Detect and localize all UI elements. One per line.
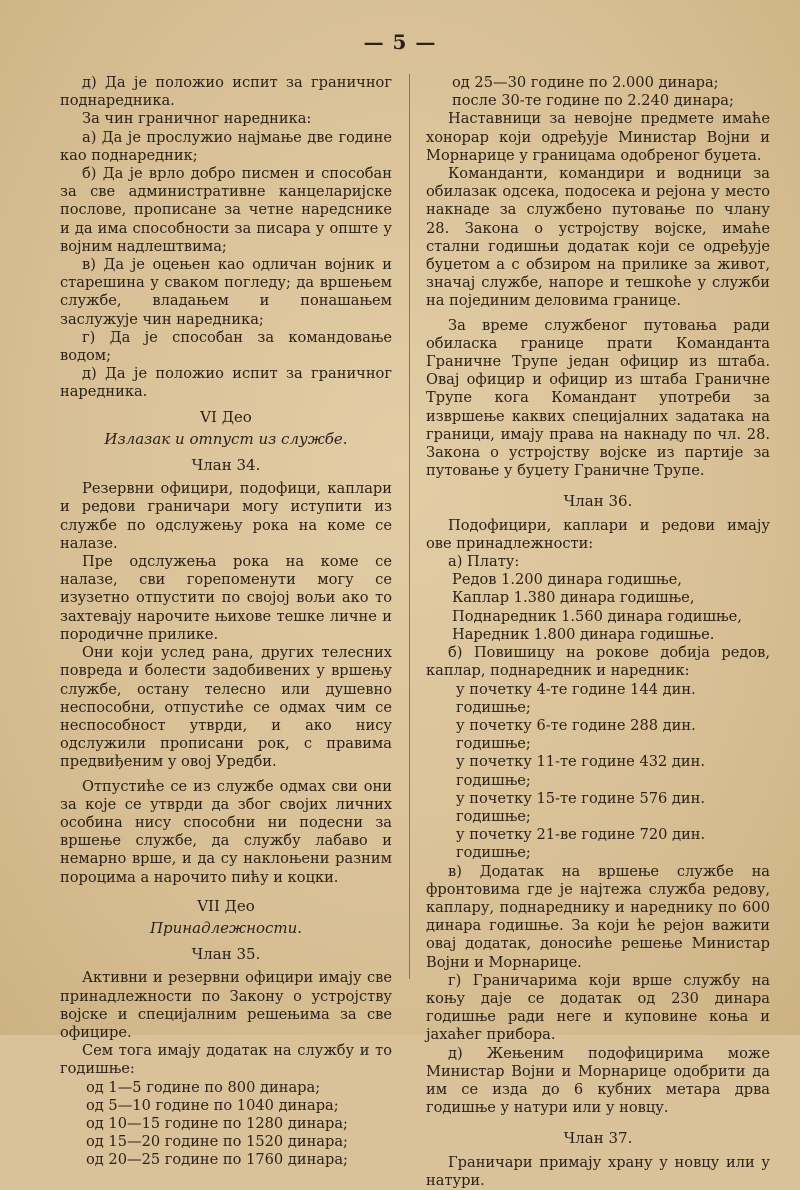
list-item: у почетку 21-ве године 720 дин. годишње;	[456, 826, 706, 862]
list-item: од 5—10 године по 1040 динара;	[86, 1096, 339, 1114]
list-item: од 10—15 године по 1280 динара;	[86, 1114, 348, 1132]
paragraph: а) Да је прослужио најмање две године као поднаредник;	[60, 128, 392, 164]
paragraph: Команданти, командири и водници за обилазак одсека, подосека и рејона у место накнаде за службено путовање по члану 28. Закона о устројству војске, имаће стални годишњи додатак који се одређује буџетом а с обзиром на прилике за живот, значај службе, напоре и тешкоће у служби на појединим деловима границе.	[426, 165, 770, 310]
list-item: од 15—20 године по 1520 динара;	[86, 1133, 348, 1151]
list-item: Каплар 1.380 динара годишње,	[452, 589, 695, 607]
paragraph: Граничари примају храну у новцу или у натури.	[426, 1153, 770, 1189]
section-subtitle: Излазак и отпуст из службе.	[104, 429, 348, 448]
paragraph: Подофицири, каплари и редови имају ове принадлежности:	[426, 516, 770, 552]
list-item: у почетку 6-те године 288 дин. годишње;	[456, 716, 696, 753]
article-heading: Члан 37.	[563, 1129, 633, 1148]
paragraph: в) Да је оцењен као одличан војник и старешина у сваком погледу; да вршењем службе, владањем и понашањем заслужује чин наредника;	[60, 256, 392, 328]
list-item: Наредник 1.800 динара годишње.	[452, 625, 715, 643]
paragraph: За време службеног путовања ради обиласка границе прати Команданта Граничне Трупе један официр из штаба. Овај официр и официр из штаба Граничне Трупе кога Командант употреби за извршење каквих специјалних задатака на граници, имају права на накнаду по чл. 28. Закона о устројству војске из партије за путовање у буџету Граничне Трупе.	[426, 316, 770, 480]
list-item: од 25—30 године по 2.000 динара;	[452, 74, 719, 91]
left-column	[60, 74, 392, 1170]
paragraph: д) Жењеним подофицирима може Министар Војни и Морнарице одобрити да им се изда до 6 кубних метара дрва годишње у натури или у новцу.	[426, 1044, 770, 1117]
paragraph: д) Да је положио испит за граничног наредника.	[60, 365, 392, 401]
page-number: — 5 —	[363, 30, 437, 54]
paragraph: Резервни официри, подофици, каплари и редови граничари могу иступити из службе по одслужењу рока на коме се налазе.	[60, 480, 392, 552]
section-heading: VII Део	[197, 896, 255, 915]
paragraph: д) Да је положио испит за граничног поднаредника.	[60, 74, 392, 110]
paragraph: Пре одслужења рока на коме се налазе, сви горепоменути могу се изузетно отпустити по својој вољи ако то захтевају нарочите њихове тешке личне и породичне прилике.	[60, 553, 392, 643]
list-item: у почетку 4-те године 144 дин. годишње;	[456, 680, 696, 716]
paragraph: г) Граничарима који врше службу на коњу даје се додатак од 230 динара годишње ради неге и куповине коња и јахаћег прибора.	[426, 971, 770, 1044]
list-item: од 20—25 године по 1760 динара;	[86, 1151, 348, 1169]
paragraph: Наставници за невојне предмете имаће хонорар који одређује Министар Војни и Морнарице у границама одобреног буџета.	[426, 110, 770, 164]
paragraph: г) Да је способан за командовање водом;	[60, 328, 392, 365]
paragraph: б) Да је врло добро писмен и способан за све административне канцеларијске послове, прописане за четне наредснике и да има способности за писара у опште у војним надлештвима;	[60, 165, 392, 255]
article-heading: Члан 35.	[191, 945, 261, 964]
article-heading: Члан 36.	[563, 492, 633, 511]
section-heading: VI Део	[200, 407, 252, 426]
list-item: у почетку 11-те године 432 дин. годишње;	[456, 753, 706, 789]
paragraph: б) Повишицу на рокове добија редов, каплар, поднаредник и наредник:	[426, 644, 770, 680]
list-item: од 1—5 године по 800 динара;	[86, 1078, 321, 1096]
article-heading: Члан 34.	[191, 456, 261, 475]
paragraph: а) Плату:	[448, 553, 520, 571]
list-item: у почетку 15-те године 576 дин. годишње;	[456, 789, 706, 825]
column-divider	[409, 74, 410, 979]
list-item: Поднаредник 1.560 динара годишње,	[452, 607, 742, 625]
paragraph: Они који услед рана, других телесних повреда и болести задобивених у вршењу службе, остану телесно или душевно неспособни, отпустиће се одмах чим се неспособност утврди, и ако нису одслужили прописани рок, с правима предвиђеним у овој Уредби.	[60, 644, 392, 771]
paragraph: За чин граничног наредника:	[82, 110, 312, 128]
list-item: Редов 1.200 динара годишње,	[452, 571, 682, 589]
list-item: после 30-те године по 2.240 динара;	[452, 92, 734, 110]
paragraph: Активни и резервни официри имају све принадлежности по Закону о устројству војске и специјалним решењима за све официре.	[60, 969, 392, 1041]
paragraph: Сем тога имају додатак на службу и то годишње:	[60, 1042, 392, 1078]
paragraph: Отпустиће се из службе одмах сви они за које се утврди да због својих личних особина нису способни ни подесни за вршење службе, да службу лабаво и немарно врше, и да су наклоњени разним пороцима а нарочито пићу и коцки.	[60, 777, 392, 886]
section-subtitle: Принадлежности.	[149, 918, 303, 937]
paragraph: в) Додатак на вршење службе на фронтовима где је најтежа служба редову, каплару, поднареднику и нареднику по 600 динара годишње. За који ће рејон важити овај додатак, доносиће решење Министар Војни и Морнарице.	[426, 862, 770, 971]
right-column	[426, 74, 770, 1190]
